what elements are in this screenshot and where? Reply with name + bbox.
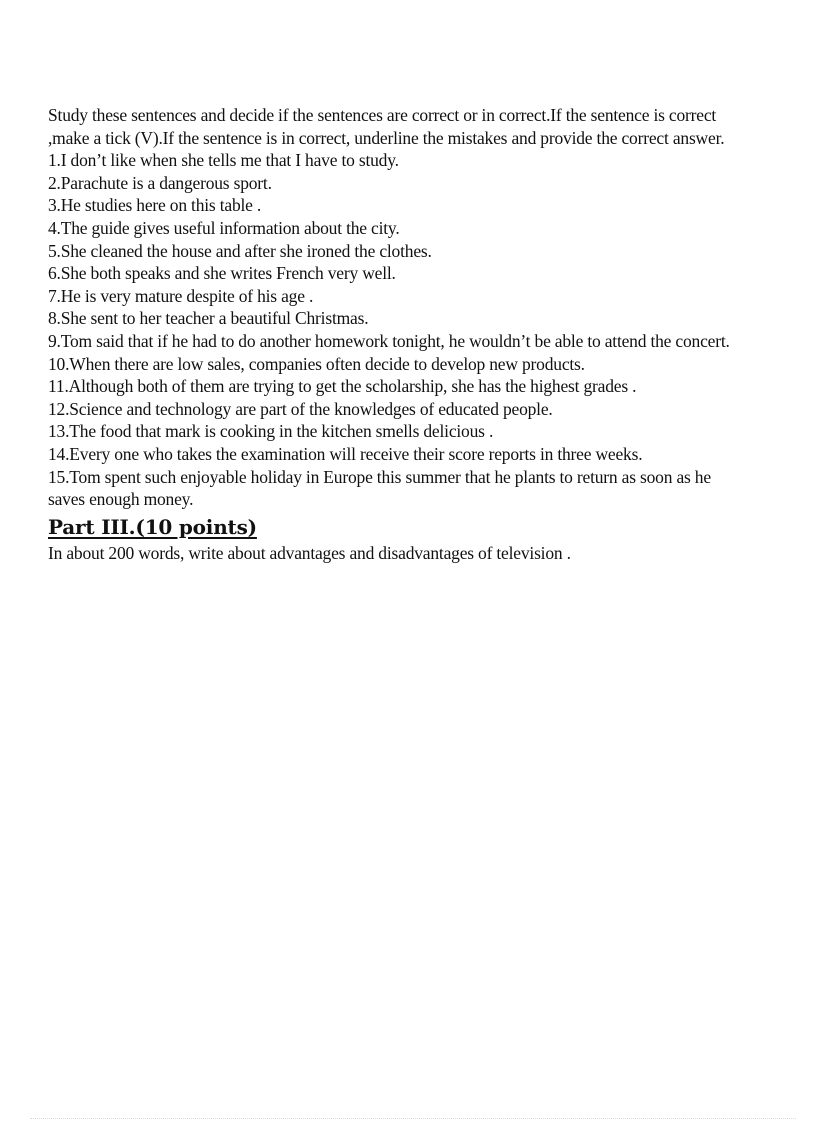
exercise-instructions: Study these sentences and decide if the sentences are correct or in correct.If the sentence is correct ,make a tick (V).If the sentence is in correct, underline the mistakes and provide the correct answer. xyxy=(48,105,725,148)
sentence-list xyxy=(48,149,748,511)
sentence-item: 8.She sent to her teacher a beautiful Christmas. xyxy=(48,308,369,329)
part-three-heading: Part III.(10 points) xyxy=(48,514,257,539)
sentence-item: 15.Tom spent such enjoyable holiday in Europe this summer that he plants to return as soon as he saves enough money. xyxy=(48,466,711,510)
sentence-item: 5.She cleaned the house and after she ironed the clothes. xyxy=(48,240,432,261)
sentence-item: 4.The guide gives useful information about the city. xyxy=(48,217,400,238)
sentence-item: 6.She both speaks and she writes French very well. xyxy=(48,263,396,284)
sentence-item: 7.He is very mature despite of his age . xyxy=(48,285,314,306)
sentence-item: 1.I don’t like when she tells me that I have to study. xyxy=(48,150,399,171)
sentence-item: 9.Tom said that if he had to do another homework tonight, he wouldn’t be able to attend the concert. xyxy=(48,330,730,351)
sentence-item: 13.The food that mark is cooking in the kitchen smells delicious . xyxy=(48,421,494,442)
page-bottom-divider xyxy=(30,1118,796,1119)
part-three-instruction: In about 200 words, write about advantages and disadvantages of television . xyxy=(48,542,571,563)
sentence-item: 12.Science and technology are part of the knowledges of educated people. xyxy=(48,398,553,419)
sentence-item: 14.Every one who takes the examination will receive their score reports in three weeks. xyxy=(48,443,643,464)
sentence-item: 2.Parachute is a dangerous sport. xyxy=(48,172,272,193)
sentence-item: 10.When there are low sales, companies often decide to develop new products. xyxy=(48,353,585,374)
sentence-item: 11.Although both of them are trying to get the scholarship, she has the highest grades . xyxy=(48,376,637,397)
sentence-item: 3.He studies here on this table . xyxy=(48,195,262,216)
worksheet-page xyxy=(48,104,748,564)
